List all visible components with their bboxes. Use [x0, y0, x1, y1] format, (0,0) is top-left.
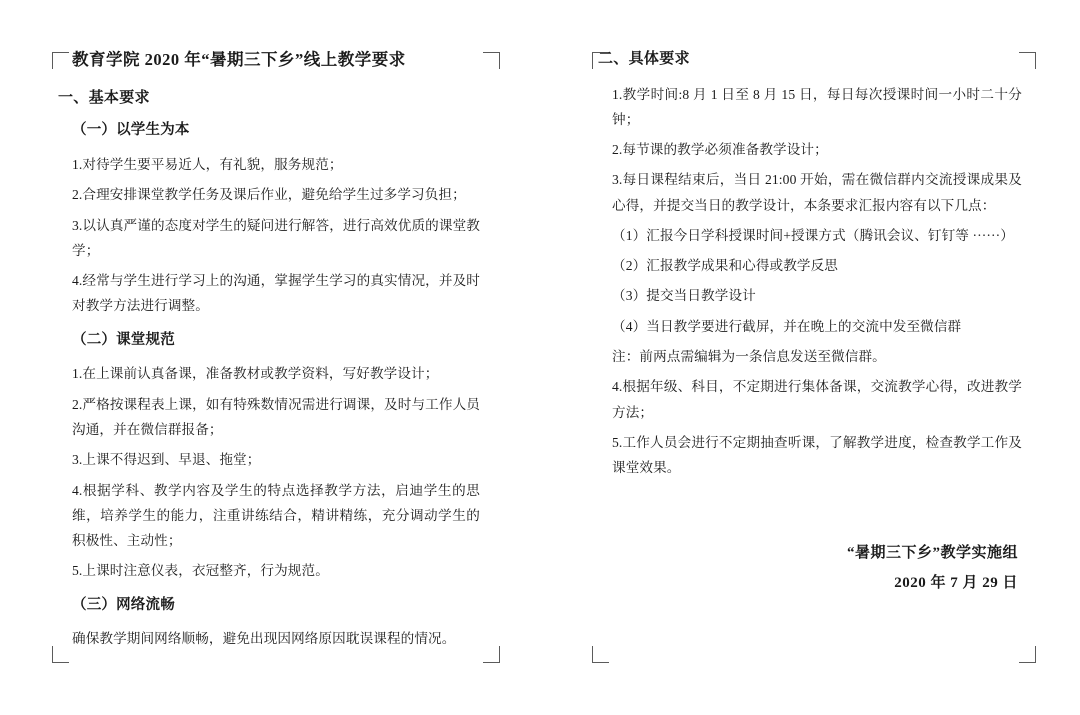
list-item: 4.经常与学生进行学习上的沟通，掌握学生学习的真实情况，并及时对教学方法进行调整。 — [72, 273, 480, 314]
crop-mark-bottom-right — [483, 646, 500, 663]
subheading-student-centered: （一）以学生为本 — [72, 122, 190, 139]
list-item: 4.根据年级、科目，不定期进行集体备课，交流教学心得，改进教学方法； — [612, 379, 1022, 420]
signature-block — [598, 538, 1022, 598]
list-item: 2.严格按课程表上课，如有特殊数情况需进行调课，及时与工作人员沟通，并在微信群报备； — [72, 396, 480, 437]
right-page-content — [598, 48, 1022, 598]
section-heading-specific-requirements: 二、具体要求 — [598, 51, 690, 67]
list-item: 4.根据学科、教学内容及学生的特点选择教学方法，启迪学生的思维，培养学生的能力，注重讲练结合，精讲精练，充分调动学生的积极性、主动性； — [72, 482, 480, 549]
crop-mark-bottom-left — [592, 646, 609, 663]
list-item: 3.上课不得迟到、早退、拖堂； — [72, 452, 261, 468]
list-item: 1.教学时间:8 月 1 日至 8 月 15 日，每日每次授课时间一小时二十分钟； — [612, 86, 1022, 127]
subheading-network-smooth: （三）网络流畅 — [72, 596, 175, 613]
left-page-content — [58, 48, 480, 652]
list-item: 2.合理安排课堂教学任务及课后作业，避免给学生过多学习负担； — [72, 187, 466, 203]
list-item: 确保教学期间网络顺畅，避免出现因网络原因耽误课程的情况。 — [72, 631, 456, 647]
list-item: 1.在上课前认真备课，准备教材或教学资料，写好教学设计； — [72, 366, 439, 382]
list-item: 2.每节课的教学必须准备教学设计； — [612, 142, 828, 158]
list-item: 3.以认真严谨的态度对学生的疑问进行解答，进行高效优质的课堂教学； — [72, 217, 480, 258]
subheading-classroom-norms: （二）课堂规范 — [72, 331, 175, 348]
list-item: （3）提交当日教学设计 — [612, 288, 756, 304]
section-heading-basic-requirements: 一、基本要求 — [58, 89, 150, 106]
document-page-right — [540, 0, 1080, 715]
crop-mark-top-right — [483, 52, 500, 69]
signature-date: 2020 年 7 月 29 日 — [894, 575, 1018, 592]
signature-organization: “暑期三下乡”教学实施组 — [846, 545, 1018, 562]
list-item: 5.上课时注意仪表，衣冠整齐，行为规范。 — [72, 563, 329, 579]
page-title: 教育学院 2020 年“暑期三下乡”线上教学要求 — [72, 50, 406, 69]
list-item: 5.工作人员会进行不定期抽查听课，了解教学进度，检查教学工作及课堂效果。 — [612, 434, 1022, 476]
crop-mark-bottom-right — [1019, 646, 1036, 663]
note-item: 注：前两点需编辑为一条信息发送至微信群。 — [612, 349, 886, 365]
list-item: （4）当日教学要进行截屏，并在晚上的交流中发至微信群 — [612, 318, 962, 334]
list-item: 1.对待学生要平易近人，有礼貌，服务规范； — [72, 157, 343, 172]
list-item: 3.每日课程结束后，当日 21:00 开始，需在微信群内交流授课成果及心得，并提交当日的教学设计，本条要求汇报内容有以下几点： — [612, 172, 1022, 213]
list-item: （1）汇报今日学科授课时间+授课方式（腾讯会议、钉钉等 ······） — [612, 227, 1014, 243]
list-item: （2）汇报教学成果和心得或教学反思 — [612, 258, 838, 274]
